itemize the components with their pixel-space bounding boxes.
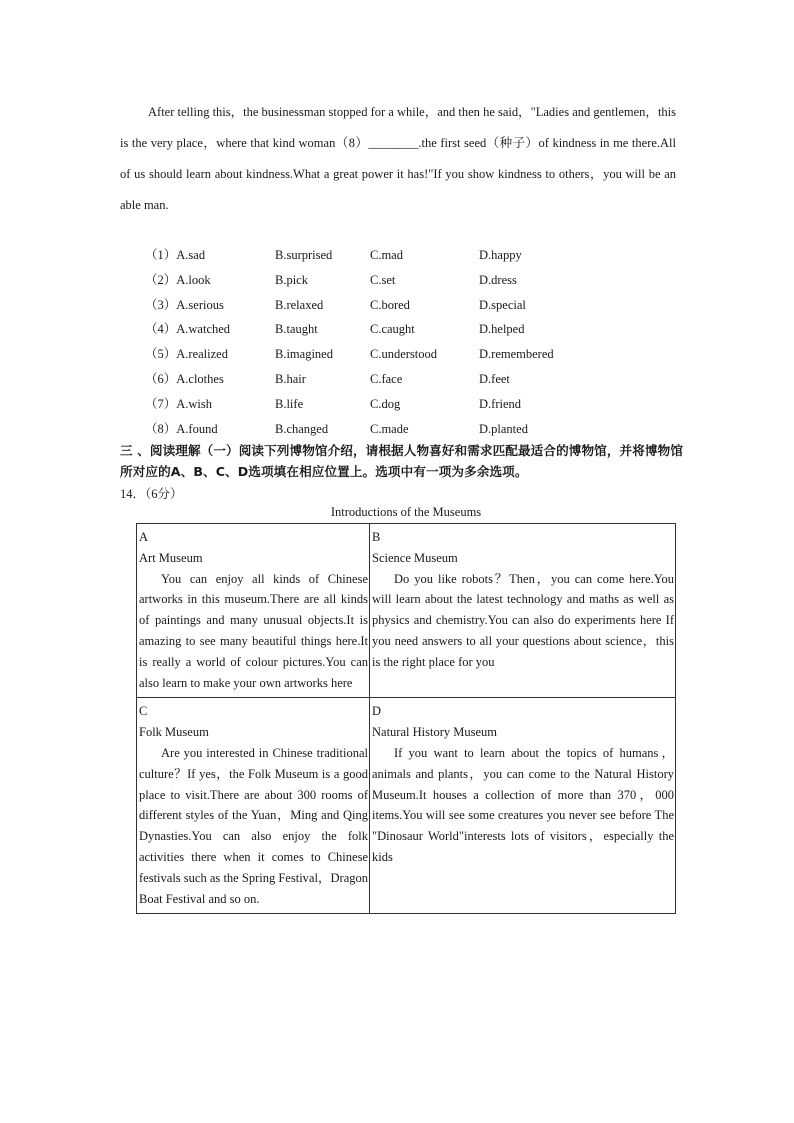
option-d: D.happy — [479, 248, 522, 262]
option-c: C.made — [370, 421, 409, 436]
option-c: C.caught — [370, 322, 415, 337]
option-c: C.understood — [370, 347, 438, 362]
option-a: （6）A.clothes — [145, 371, 224, 386]
option-b: B.changed — [275, 421, 329, 436]
option-d: D.planted — [479, 421, 528, 436]
option-d: D.helped — [479, 322, 525, 337]
table-row — [137, 698, 676, 914]
museum-name: Folk Museum — [139, 725, 209, 740]
option-row-5 — [145, 342, 645, 367]
option-d: D.dress — [479, 272, 517, 287]
section-heading: 三 、阅读理解（一）阅读下列博物馆介绍，请根据人物喜好和需求匹配最适合的博物馆，并将博物馆所对应的A、B、C、D选项填在相应位置上。选项中有一项为多余选项。 — [120, 443, 684, 479]
museum-description: Are you interested in Chinese traditional culture？If yes，the Folk Museum is a good place to visit.There are about 300 rooms of different styles of the Yuan，Ming and Qing Dynasties.You can also enjoy the folk activities there when it comes to Chinese festivals such as the Spring Festival，Dragon Boat Festival and so on. — [139, 745, 368, 906]
museum-letter: B — [372, 530, 381, 544]
option-a: （7）A.wish — [145, 396, 213, 411]
option-d: D.feet — [479, 371, 510, 386]
option-a: （8）A.found — [145, 421, 218, 436]
museum-letter: C — [139, 704, 148, 719]
museum-cell-d — [370, 698, 676, 914]
museum-letter: A — [139, 530, 149, 544]
option-b: B.pick — [275, 272, 308, 287]
options-list — [145, 243, 645, 441]
option-c: C.dog — [370, 396, 401, 411]
option-d: D.friend — [479, 396, 521, 411]
museum-description: Do you like robots？Then，you can come here.You will learn about the latest technology and maths as well as physics and chemistry.You can also do experiments here If you need answers to all your questions about science，this is the right place for you — [372, 571, 674, 669]
museum-description: You can enjoy all kinds of Chinese artworks in this museum.There are all kinds of paintings and many unusual objects.It is amazing to see many beautiful things here.It is really a world of colour pictures.You can also learn to make your own artworks here — [139, 571, 368, 690]
option-row-4 — [145, 317, 645, 342]
option-b: B.imagined — [275, 347, 333, 362]
option-b: B.taught — [275, 322, 318, 337]
option-row-8 — [145, 417, 645, 442]
museums-table — [136, 523, 676, 914]
passage-text: After telling this，the businessman stopped for a while，and then he said，"Ladies and gentlemen，this is the very place，where that kind woman（8）________.the first seed（种子）of kindness in me there.All of us should learn about kindness.What a great power it has!"If you show kindness to others，you will be an able man. — [120, 105, 676, 212]
option-a: （5）A.realized — [145, 347, 228, 362]
question-number: 14．（6分） — [120, 487, 183, 501]
option-c: C.face — [370, 371, 403, 386]
museum-description: If you want to learn about the topics of humans，animals and plants，you can come to the Natural History Museum.It houses a collection of more than 370，000 items.You will see some creatures you never see before The "Dinosaur World"interests lots of visitors，especially the kids — [372, 745, 674, 864]
passage-paragraph — [120, 97, 676, 221]
option-row-1 — [145, 243, 645, 268]
option-c: C.mad — [370, 248, 403, 262]
option-row-7 — [145, 392, 645, 417]
option-a: （4）A.watched — [145, 322, 231, 337]
museum-cell-c — [137, 698, 370, 914]
museum-letter: D — [372, 704, 382, 719]
option-b: B.relaxed — [275, 297, 324, 312]
option-b: B.life — [275, 396, 304, 411]
option-row-2 — [145, 268, 645, 293]
option-row-3 — [145, 293, 645, 318]
option-row-6 — [145, 367, 645, 392]
option-a: （3）A.serious — [145, 297, 224, 312]
museum-cell-a — [137, 524, 370, 698]
option-c: C.bored — [370, 297, 410, 312]
option-b: B.hair — [275, 371, 306, 386]
option-d: D.remembered — [479, 347, 554, 362]
option-b: B.surprised — [275, 248, 333, 262]
museum-name: Art Museum — [139, 550, 203, 565]
option-a: （1）A.sad — [145, 248, 206, 262]
option-d: D.special — [479, 297, 526, 312]
table-row — [137, 524, 676, 698]
museum-name: Natural History Museum — [372, 725, 497, 740]
table-caption: Introductions of the Museums — [330, 505, 482, 519]
museum-name: Science Museum — [372, 550, 458, 565]
museum-cell-b — [370, 524, 676, 698]
option-a: （2）A.look — [145, 272, 211, 287]
option-c: C.set — [370, 272, 396, 287]
